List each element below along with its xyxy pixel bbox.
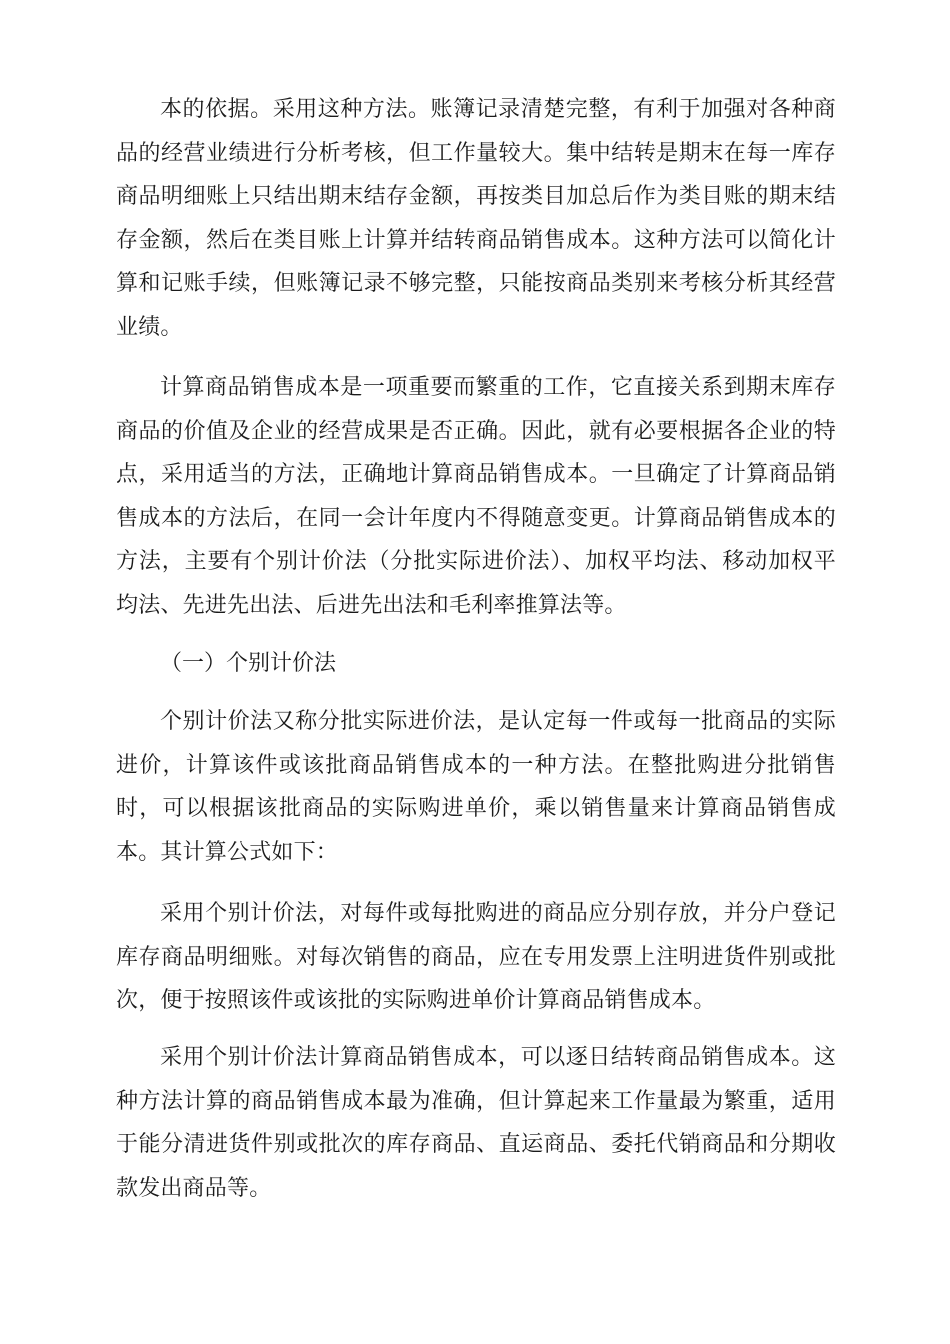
paragraph-carryover: 本的依据。采用这种方法。账簿记录清楚完整，有利于加强对各种商品的经营业绩进行分析考核，但工作量较大。集中结转是期末在每一库存商品明细账上只结出期末结存金额，再按类目加总后作为类目账的期末结存金额，然后在类目账上计算并结转商品销售成本。这种方法可以简化计算和记账手续，但账簿记录不够完整，只能按商品类别来考核分析其经营业绩。 [116,97,836,340]
paragraph-specific-identification-storage: 采用个别计价法，对每件或每批购进的商品应分别存放，并分户登记库存商品明细账。对每次销售的商品，应在专用发票上注明进货件别或批次，便于按照该件或该批的实际购进单价计算商品销售成本。 [116,901,836,1013]
paragraph-specific-identification-definition: 个别计价法又称分批实际进价法，是认定每一件或每一批商品的实际进价，计算该件或该批商品销售成本的一种方法。在整批购进分批销售时，可以根据该批商品的实际购进单价，乘以销售量来计算商品销售成本。其计算公式如下： [116,709,836,865]
paragraph-cost-calculation-methods: 计算商品销售成本是一项重要而繁重的工作，它直接关系到期末库存商品的价值及企业的经营成果是否正确。因此，就有必要根据各企业的特点，采用适当的方法，正确地计算商品销售成本。一旦确定了计算商品销售成本的方法后，在同一会计年度内不得随意变更。计算商品销售成本的方法，主要有个别计价法（分批实际进价法）、加权平均法、移动加权平均法、先进先出法、后进先出法和毛利率推算法等。 [116,375,836,618]
section-heading-specific-identification: （一）个别计价法 [160,651,337,676]
paragraph-specific-identification-applicability: 采用个别计价法计算商品销售成本，可以逐日结转商品销售成本。这种方法计算的商品销售成本最为准确，但计算起来工作量最为繁重，适用于能分清进货件别或批次的库存商品、直运商品、委托代销商品和分期收款发出商品等。 [116,1045,836,1201]
